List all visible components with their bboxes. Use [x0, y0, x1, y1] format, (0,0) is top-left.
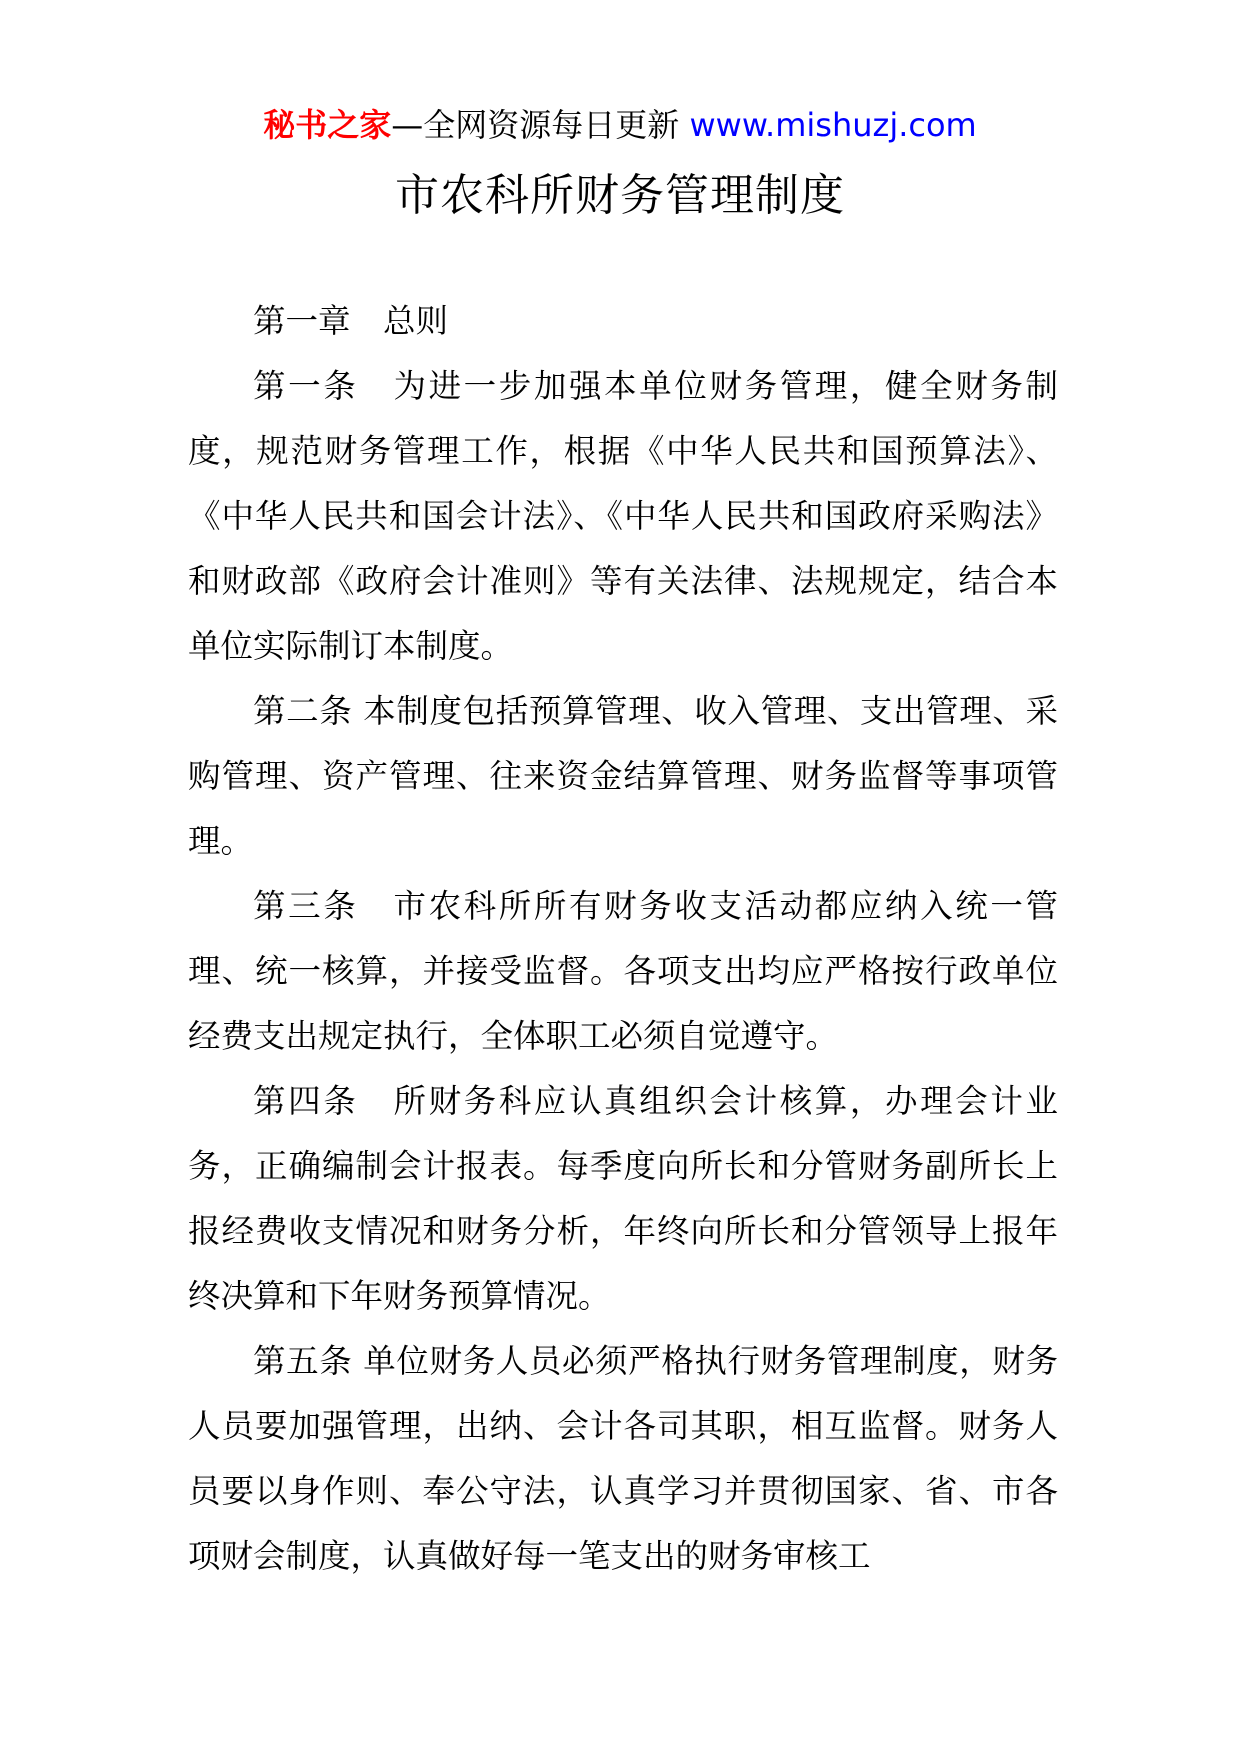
site-banner [0, 103, 1240, 147]
banner-url-link[interactable]: www.mishuzj.com [689, 106, 977, 144]
document-body [188, 289, 1058, 1589]
article-paragraph: 第四条 所财务科应认真组织会计核算，办理会计业务，正确编制会计报表。每季度向所长和分管财务副所长上报经费收支情况和财务分析，年终向所长和分管领导上报年终决算和下年财务预算情况。 [188, 1082, 1058, 1315]
article-paragraph: 第二条 本制度包括预算管理、收入管理、支出管理、采购管理、资产管理、往来资金结算管理、财务监督等事项管理。 [188, 692, 1058, 860]
article-paragraph: 第一条 为进一步加强本单位财务管理，健全财务制度，规范财务管理工作，根据《中华人民共和国预算法》、《中华人民共和国会计法》、《中华人民共和国政府采购法》和财政部《政府会计准则》等有关法律、法规规定，结合本单位实际制订本制度。 [188, 367, 1058, 665]
article-paragraph: 第三条 市农科所所有财务收支活动都应纳入统一管理、统一核算，并接受监督。各项支出均应严格按行政单位经费支出规定执行，全体职工必须自觉遵守。 [188, 887, 1058, 1055]
document-title: 市农科所财务管理制度 [395, 170, 845, 221]
banner-brand: 秘书之家 [263, 106, 392, 144]
banner-tagline: —全网资源每日更新 [391, 106, 690, 144]
article-paragraph: 第五条 单位财务人员必须严格执行财务管理制度，财务人员要加强管理，出纳、会计各司其职，相互监督。财务人员要以身作则、奉公守法，认真学习并贯彻国家、省、市各项财会制度，认真做好每一笔支出的财务审核工 [188, 1342, 1058, 1575]
chapter-heading: 第一章 总则 [253, 302, 449, 340]
